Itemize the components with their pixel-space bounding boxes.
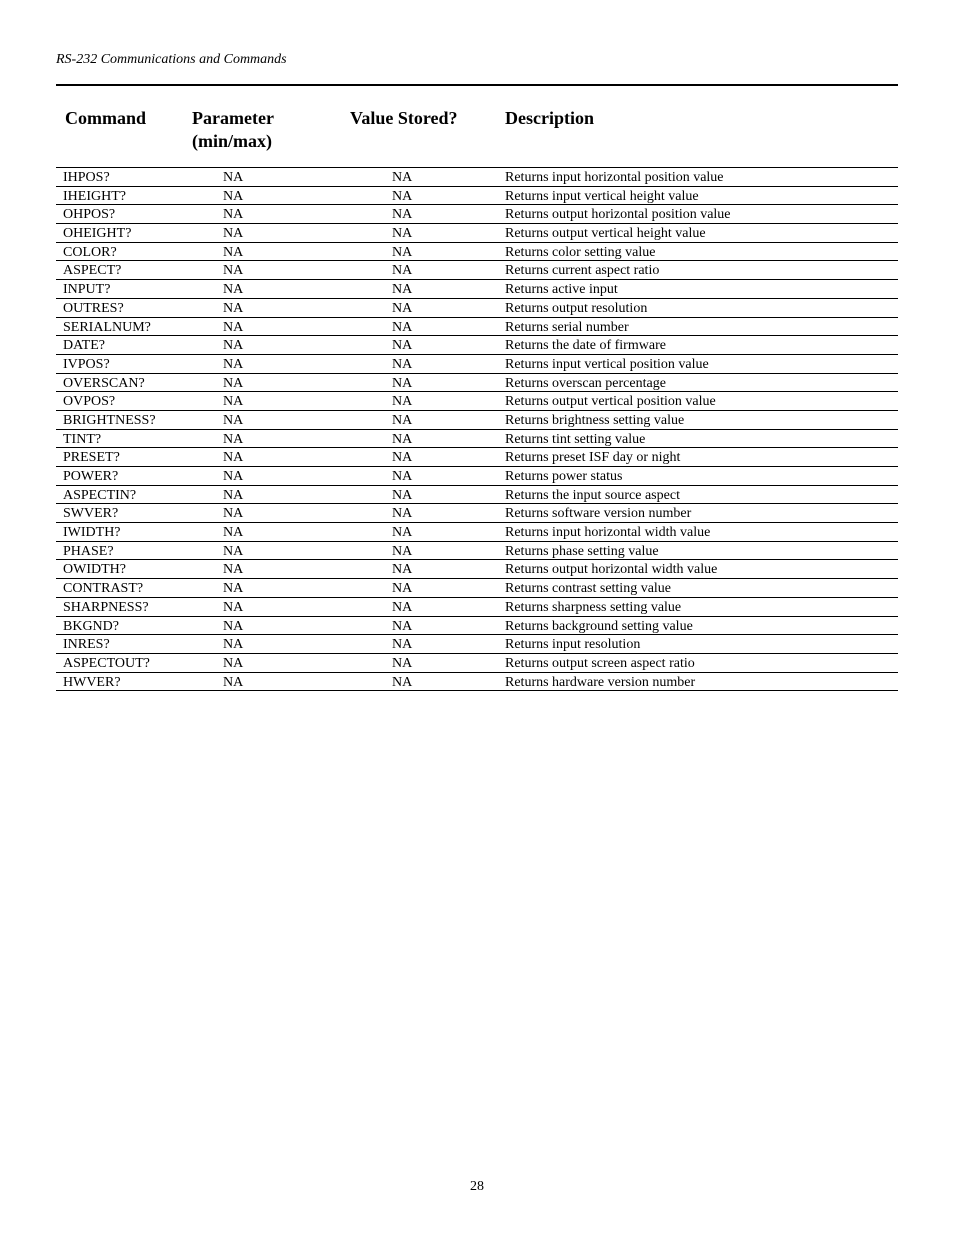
description-cell: Returns input horizontal width value: [505, 525, 711, 541]
parameter-cell: NA: [223, 226, 244, 242]
value-stored-cell: NA: [392, 487, 413, 503]
column-header-description: [505, 107, 594, 130]
description-cell: Returns output resolution: [505, 300, 648, 316]
description-cell: Returns tint setting value: [505, 431, 646, 447]
value-stored-cell: NA: [392, 637, 413, 653]
table-row: [56, 224, 898, 243]
table-row: [56, 542, 898, 561]
parameter-cell: NA: [223, 637, 244, 653]
table-row: [56, 392, 898, 411]
value-stored-cell: NA: [392, 562, 413, 578]
column-header-value-stored-label: Value Stored?: [350, 108, 458, 128]
parameter-cell: NA: [223, 487, 244, 503]
command-cell: IWIDTH?: [63, 525, 121, 541]
value-stored-cell: NA: [392, 394, 413, 410]
command-cell: SHARPNESS?: [63, 599, 149, 615]
command-cell: TINT?: [63, 431, 102, 447]
column-header-command-label: Command: [65, 108, 147, 128]
description-cell: Returns input horizontal position value: [505, 170, 724, 185]
value-stored-cell: NA: [392, 412, 413, 428]
value-stored-cell: NA: [392, 188, 413, 204]
parameter-cell: NA: [223, 338, 244, 354]
description-cell: Returns background setting value: [505, 618, 693, 634]
parameter-cell: NA: [223, 562, 244, 578]
command-cell: OUTRES?: [63, 300, 124, 316]
parameter-cell: NA: [223, 188, 244, 204]
table-row: [56, 560, 898, 579]
value-stored-cell: NA: [392, 431, 413, 447]
parameter-cell: NA: [223, 207, 244, 223]
description-cell: Returns input vertical height value: [505, 188, 699, 204]
table-row: [56, 523, 898, 542]
command-cell: DATE?: [63, 338, 105, 354]
value-stored-cell: NA: [392, 263, 413, 279]
table-row: [56, 411, 898, 430]
table-row: [56, 467, 898, 486]
table-row: [56, 448, 898, 467]
column-header-parameter-label: Parameter: [192, 108, 274, 128]
table-row: [56, 486, 898, 505]
table-row: [56, 355, 898, 374]
command-cell: IHPOS?: [63, 170, 110, 185]
table-row: [56, 318, 898, 337]
column-header-description-label: Description: [505, 108, 594, 128]
value-stored-cell: NA: [392, 338, 413, 354]
table-row: [56, 168, 898, 187]
page-number: 28: [470, 1179, 484, 1194]
command-cell: ASPECTOUT?: [63, 655, 150, 671]
description-cell: Returns power status: [505, 469, 623, 484]
value-stored-cell: NA: [392, 599, 413, 615]
column-header-value-stored: [350, 107, 458, 130]
description-cell: Returns input vertical position value: [505, 356, 709, 372]
parameter-cell: NA: [223, 356, 244, 372]
parameter-cell: NA: [223, 543, 244, 559]
parameter-cell: NA: [223, 170, 244, 185]
parameter-cell: NA: [223, 394, 244, 410]
description-cell: Returns output horizontal position value: [505, 207, 731, 223]
value-stored-cell: NA: [392, 506, 413, 522]
parameter-cell: NA: [223, 525, 244, 541]
parameter-cell: NA: [223, 375, 244, 391]
value-stored-cell: NA: [392, 170, 413, 185]
command-cell: ASPECT?: [63, 263, 122, 279]
command-cell: HWVER?: [63, 674, 121, 690]
description-cell: Returns output vertical height value: [505, 226, 706, 242]
parameter-cell: NA: [223, 581, 244, 597]
description-cell: Returns phase setting value: [505, 543, 659, 559]
command-cell: SERIALNUM?: [63, 319, 151, 335]
description-cell: Returns output horizontal width value: [505, 562, 718, 578]
parameter-cell: NA: [223, 506, 244, 522]
parameter-cell: NA: [223, 618, 244, 634]
column-header-parameter-sublabel: (min/max): [192, 131, 272, 151]
value-stored-cell: NA: [392, 319, 413, 335]
parameter-cell: NA: [223, 319, 244, 335]
table-row: [56, 617, 898, 636]
value-stored-cell: NA: [392, 655, 413, 671]
parameter-cell: NA: [223, 431, 244, 447]
command-cell: OWIDTH?: [63, 562, 126, 578]
command-cell: INPUT?: [63, 282, 111, 298]
description-cell: Returns color setting value: [505, 244, 656, 260]
value-stored-cell: NA: [392, 207, 413, 223]
value-stored-cell: NA: [392, 450, 413, 466]
parameter-cell: NA: [223, 674, 244, 690]
table-row: [56, 673, 898, 692]
header-rule: [56, 84, 898, 86]
table-row: [56, 299, 898, 318]
value-stored-cell: NA: [392, 674, 413, 690]
table-row: [56, 654, 898, 673]
parameter-cell: NA: [223, 469, 244, 484]
table-row: [56, 243, 898, 262]
command-table-body: [56, 168, 898, 691]
description-cell: Returns serial number: [505, 319, 629, 335]
command-cell: BKGND?: [63, 618, 119, 634]
description-cell: Returns output screen aspect ratio: [505, 655, 695, 671]
description-cell: Returns brightness setting value: [505, 412, 685, 428]
table-row: [56, 280, 898, 299]
value-stored-cell: NA: [392, 356, 413, 372]
table-row: [56, 598, 898, 617]
description-cell: Returns sharpness setting value: [505, 599, 682, 615]
description-cell: Returns output vertical position value: [505, 394, 716, 410]
table-row: [56, 635, 898, 654]
command-cell: IVPOS?: [63, 356, 110, 372]
column-header-parameter: [192, 107, 274, 153]
table-row: [56, 504, 898, 523]
parameter-cell: NA: [223, 244, 244, 260]
value-stored-cell: NA: [392, 300, 413, 316]
running-header: RS-232 Communications and Commands: [56, 52, 287, 67]
parameter-cell: NA: [223, 282, 244, 298]
description-cell: Returns overscan percentage: [505, 375, 666, 391]
table-row: [56, 336, 898, 355]
description-cell: Returns the input source aspect: [505, 487, 680, 503]
command-cell: PHASE?: [63, 543, 114, 559]
description-cell: Returns active input: [505, 282, 618, 298]
value-stored-cell: NA: [392, 375, 413, 391]
command-cell: ASPECTIN?: [63, 487, 137, 503]
description-cell: Returns current aspect ratio: [505, 263, 660, 279]
description-cell: Returns software version number: [505, 506, 692, 522]
value-stored-cell: NA: [392, 282, 413, 298]
parameter-cell: NA: [223, 412, 244, 428]
parameter-cell: NA: [223, 300, 244, 316]
table-row: [56, 374, 898, 393]
parameter-cell: NA: [223, 450, 244, 466]
value-stored-cell: NA: [392, 581, 413, 597]
description-cell: Returns input resolution: [505, 637, 641, 653]
value-stored-cell: NA: [392, 525, 413, 541]
parameter-cell: NA: [223, 655, 244, 671]
value-stored-cell: NA: [392, 543, 413, 559]
parameter-cell: NA: [223, 599, 244, 615]
value-stored-cell: NA: [392, 618, 413, 634]
command-cell: OHPOS?: [63, 207, 116, 223]
command-cell: BRIGHTNESS?: [63, 412, 156, 428]
command-cell: POWER?: [63, 469, 119, 484]
command-cell: CONTRAST?: [63, 581, 144, 597]
table-row: [56, 430, 898, 449]
description-cell: Returns preset ISF day or night: [505, 450, 681, 466]
command-cell: INRES?: [63, 637, 110, 653]
command-cell: OVPOS?: [63, 394, 116, 410]
command-cell: OHEIGHT?: [63, 226, 132, 242]
table-row: [56, 187, 898, 206]
table-row: [56, 579, 898, 598]
table-row: [56, 261, 898, 280]
table-row: [56, 205, 898, 224]
command-cell: COLOR?: [63, 244, 117, 260]
value-stored-cell: NA: [392, 244, 413, 260]
description-cell: Returns hardware version number: [505, 674, 696, 690]
command-cell: OVERSCAN?: [63, 375, 145, 391]
description-cell: Returns the date of firmware: [505, 338, 666, 354]
column-header-command: [65, 107, 146, 130]
value-stored-cell: NA: [392, 226, 413, 242]
value-stored-cell: NA: [392, 469, 413, 484]
parameter-cell: NA: [223, 263, 244, 279]
description-cell: Returns contrast setting value: [505, 581, 672, 597]
command-cell: SWVER?: [63, 506, 119, 522]
command-cell: IHEIGHT?: [63, 188, 126, 204]
command-cell: PRESET?: [63, 450, 120, 466]
